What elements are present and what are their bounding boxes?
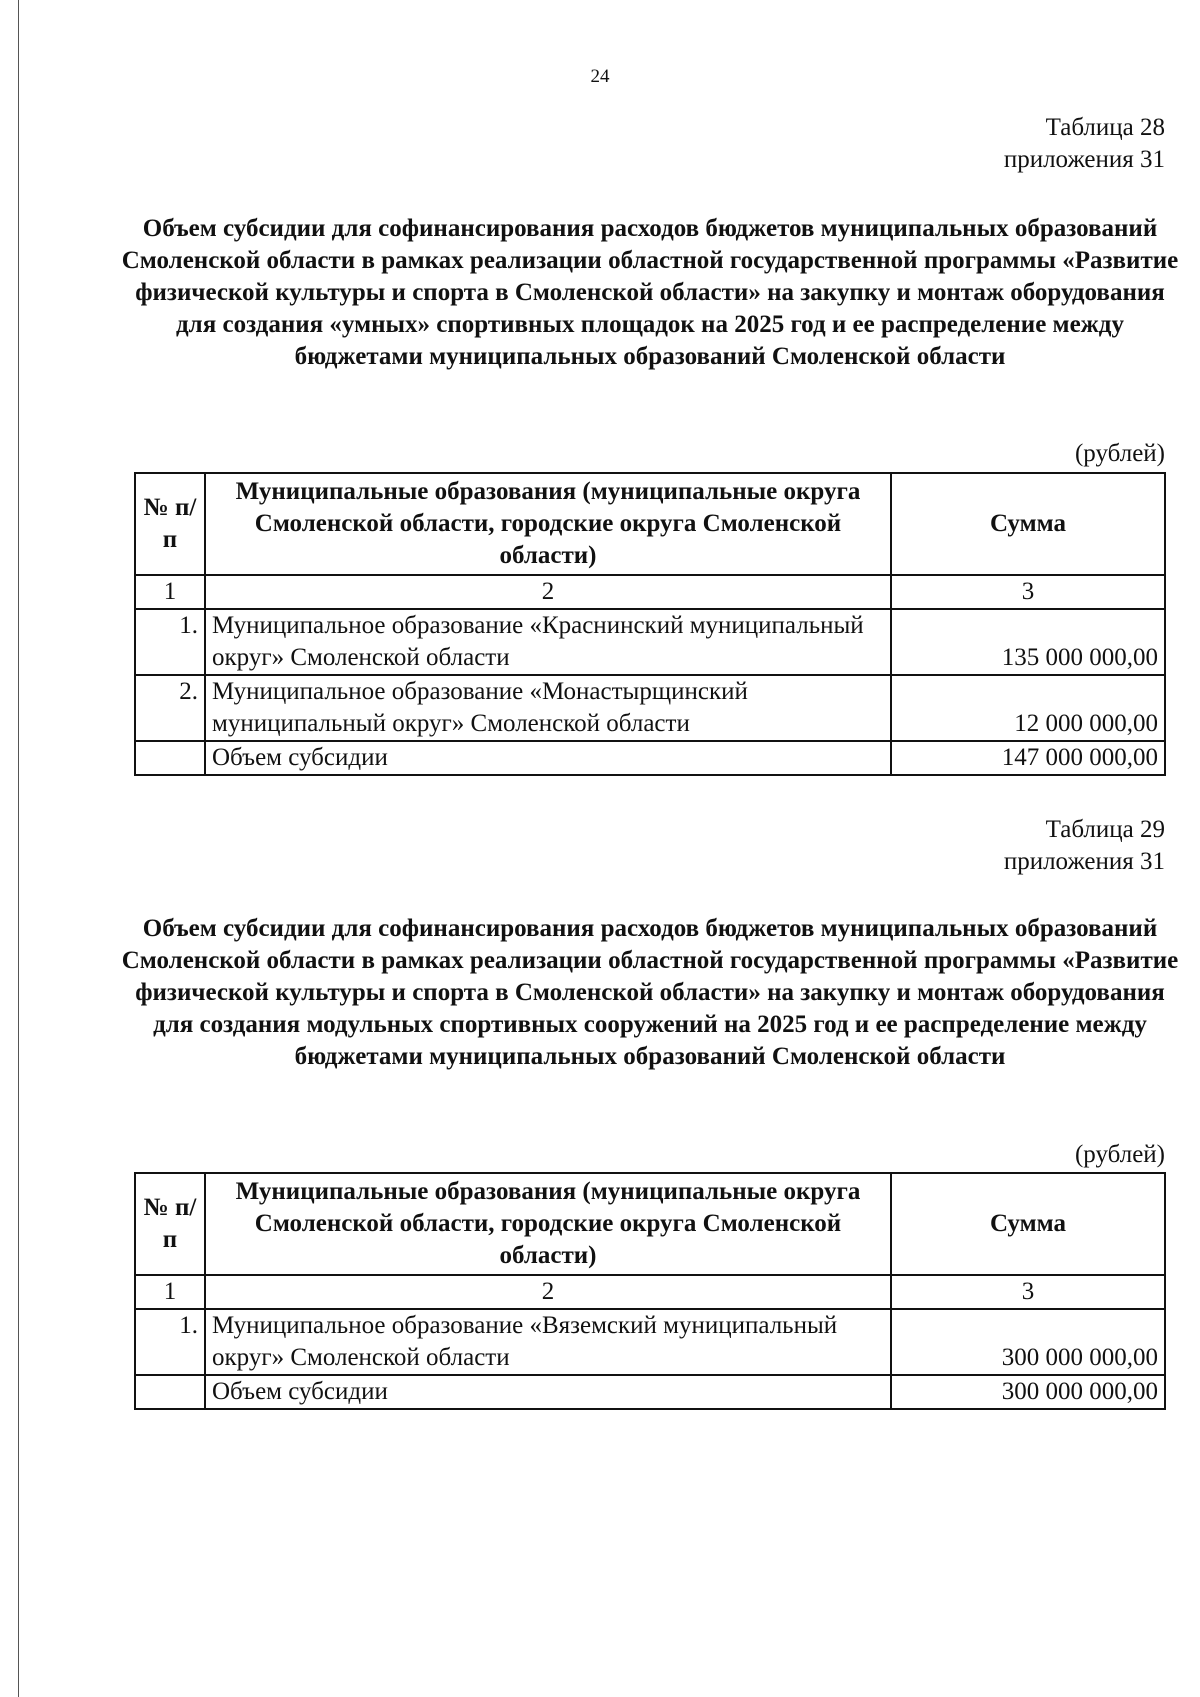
table-row [135, 609, 1165, 675]
table-row [135, 1309, 1165, 1375]
header-num: № п/п [135, 1173, 205, 1275]
column-number: 3 [891, 1275, 1165, 1309]
row-number: 1. [135, 609, 205, 675]
row-sum: 300 000 000,00 [891, 1309, 1165, 1375]
units-label: (рублей) [1074, 440, 1165, 467]
column-number: 1 [135, 575, 205, 609]
caption-appendix: приложения 31 [1003, 146, 1165, 173]
total-sum: 147 000 000,00 [891, 741, 1165, 775]
table-title: Объем субсидии для софинансирования расходов бюджетов муниципальных образований Смоленской области в рамках реализации областной государственной программы «Развитие физической культуры и спорта в Смоленской области» на закупку и монтаж оборудования для создания «умных» спортивных площадок на 2025 год и ее распределение между бюджетами муниципальных образований Смоленской области [121, 215, 1179, 370]
caption-appendix: приложения 31 [1003, 848, 1165, 875]
units-label: (рублей) [1074, 1141, 1165, 1168]
column-number: 2 [205, 1275, 891, 1309]
row-sum: 135 000 000,00 [891, 609, 1165, 675]
header-municipality: Муниципальные образования (муниципальные округа Смоленской области, городские округа Смоленской области) [205, 1173, 891, 1275]
total-label: Объем субсидии [205, 741, 891, 775]
table-caption [1004, 814, 1165, 878]
total-label: Объем субсидии [205, 1375, 891, 1409]
header-row [135, 1173, 1165, 1275]
row-number: 2. [135, 675, 205, 741]
subsidy-table [134, 1172, 1166, 1410]
column-number: 1 [135, 1275, 205, 1309]
total-row [135, 741, 1165, 775]
caption-table-number: Таблица 28 [1045, 114, 1165, 141]
table-row [135, 675, 1165, 741]
subsidy-table [134, 472, 1166, 776]
row-municipality: Муниципальное образование «Вяземский муниципальный округ» Смоленской области [205, 1309, 891, 1375]
header-row [135, 473, 1165, 575]
scan-edge-line [18, 0, 19, 1697]
column-number: 2 [205, 575, 891, 609]
caption-table-number: Таблица 29 [1045, 816, 1165, 843]
header-municipality: Муниципальные образования (муниципальные округа Смоленской области, городские округа Смоленской области) [205, 473, 891, 575]
row-municipality: Муниципальное образование «Монастырщинский муниципальный округ» Смоленской области [205, 675, 891, 741]
row-sum: 12 000 000,00 [891, 675, 1165, 741]
table-caption [1004, 112, 1165, 176]
total-row [135, 1375, 1165, 1409]
header-sum: Сумма [891, 473, 1165, 575]
column-number: 3 [891, 575, 1165, 609]
header-num: № п/п [135, 473, 205, 575]
total-sum: 300 000 000,00 [891, 1375, 1165, 1409]
total-number-cell [135, 741, 205, 775]
row-number: 1. [135, 1309, 205, 1375]
page-number: 24 [590, 66, 610, 87]
column-number-row [135, 1275, 1165, 1309]
header-sum: Сумма [891, 1173, 1165, 1275]
row-municipality: Муниципальное образование «Краснинский муниципальный округ» Смоленской области [205, 609, 891, 675]
total-number-cell [135, 1375, 205, 1409]
table-title: Объем субсидии для софинансирования расходов бюджетов муниципальных образований Смоленской области в рамках реализации областной государственной программы «Развитие физической культуры и спорта в Смоленской области» на закупку и монтаж оборудования для создания модульных спортивных сооружений на 2025 год и ее распределение между бюджетами муниципальных образований Смоленской области [121, 915, 1179, 1070]
column-number-row [135, 575, 1165, 609]
